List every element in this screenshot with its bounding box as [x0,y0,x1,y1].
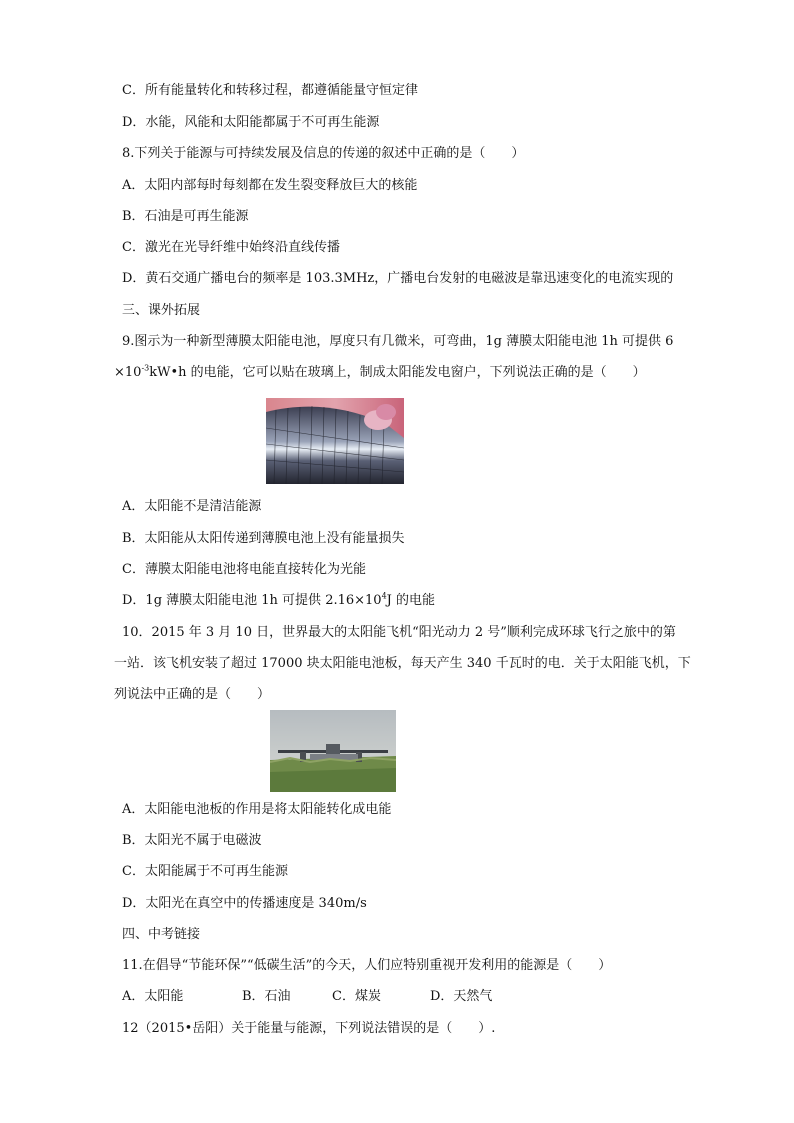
q8-option-c: C．激光在光导纤维中始终沿直线传播 [122,240,340,255]
q9-option-d-part1: D．1g 薄膜太阳能电池 1h 可提供 2.16×10 [122,593,382,608]
q7-option-c: C．所有能量转化和转移过程，都遵循能量守恒定律 [122,83,418,98]
q9-option-d [122,592,435,610]
q11-option-c: C．煤炭 [332,989,381,1004]
q9-option-a: A．太阳能不是清洁能源 [122,499,262,514]
q10-option-d: D．太阳光在真空中的传播速度是 340m/s [122,896,367,911]
q12-stem: 12（2015•岳阳）关于能量与能源，下列说法错误的是（ ）. [122,1021,496,1036]
q9-stem-line2 [114,364,646,382]
thin-film-solar-cell-photo [266,398,404,484]
q10-stem-line2: 一站．该飞机安装了超过 17000 块太阳能电池板，每天产生 340 千瓦时的电．关于太阳能飞机，下 [114,656,691,671]
q9-option-c: C．薄膜太阳能电池将电能直接转化为光能 [122,562,366,577]
q10-option-b: B．太阳光不属于电磁波 [122,833,262,848]
q8-option-a: A．太阳内部每时每刻都在发生裂变释放巨大的核能 [122,178,418,193]
q7-option-d: D．水能，风能和太阳能都属于不可再生能源 [122,115,380,130]
q8-stem: 8.下列关于能源与可持续发展及信息的传递的叙述中正确的是（ ） [122,146,525,161]
q9-stem-line2-part2: kW•h 的电能，它可以贴在玻璃上，制成太阳能发电窗户，下列说法正确的是（ ） [149,365,646,380]
q10-stem-line3: 列说法中正确的是（ ） [114,687,271,702]
q9-stem-line2-part1: ×10 [114,365,142,380]
section-heading-4: 四、中考链接 [122,927,201,942]
q10-option-c: C．太阳能属于不可再生能源 [122,864,288,879]
q9-exponent: -3 [141,363,150,373]
q11-options [122,988,492,1006]
q11-stem: 11.在倡导“节能环保”“低碳生活”的今天，人们应特别重视开发利用的能源是（ ） [122,958,612,973]
q11-option-d: D．天然气 [430,989,493,1004]
q9-option-b: B．太阳能从太阳传递到薄膜电池上没有能量损失 [122,531,405,546]
q8-option-b: B．石油是可再生能源 [122,209,249,224]
q10-option-a: A．太阳能电池板的作用是将太阳能转化成电能 [122,802,392,817]
q10-stem-line1: 10．2015 年 3 月 10 日，世界最大的太阳能飞机“阳光动力 2 号”顺利完成环球飞行之旅中的第 [122,625,676,640]
q9-option-d-part2: J 的电能 [386,593,436,608]
q9-option-d-exponent: 4 [381,591,387,601]
solar-plane-photo [270,710,396,792]
q11-option-a: A．太阳能 [122,989,184,1004]
q11-option-b: B．石油 [242,989,291,1004]
q9-stem-line1: 9.图示为一种新型薄膜太阳能电池，厚度只有几微米，可弯曲，1g 薄膜太阳能电池 1h 可提供 6 [122,334,674,349]
q8-option-d: D．黄石交通广播电台的频率是 103.3MHz，广播电台发射的电磁波是靠迅速变化的电流实现的 [122,271,674,286]
section-heading-3: 三、课外拓展 [122,303,201,318]
